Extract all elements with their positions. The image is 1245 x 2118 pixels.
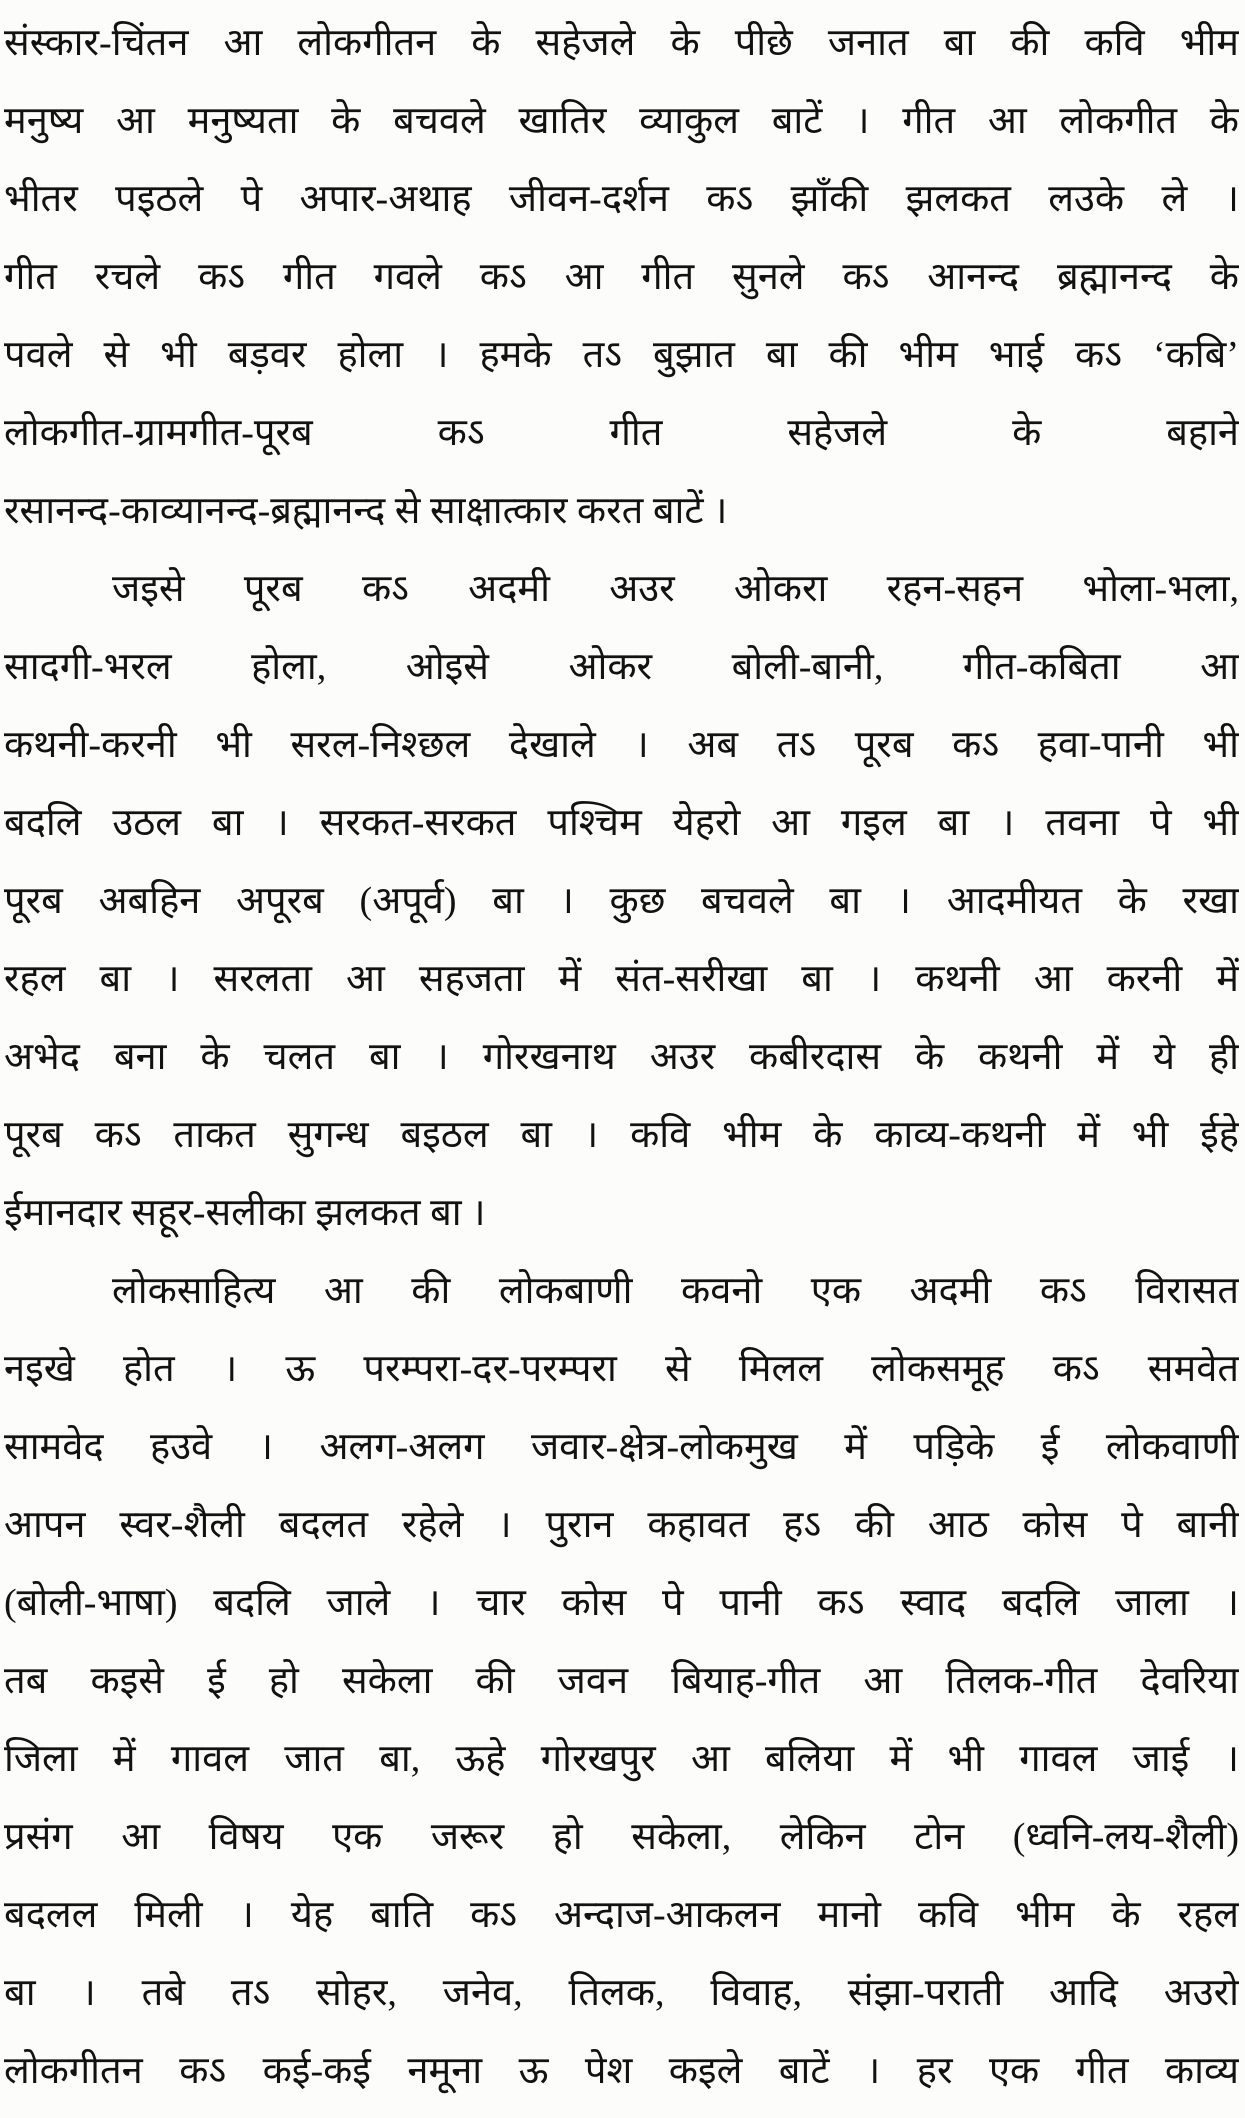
text-line: बदलल मिली । येह बाति कऽ अन्दाज-आकलन मानो कवि भीम के रहल: [4, 1894, 1239, 1936]
text-body: [4, 4, 1239, 2110]
text-line: अभेद बना के चलत बा । गोरखनाथ अउर कबीरदास के कथनी में ये ही: [4, 1036, 1239, 1078]
text-line: संस्कार-चिंतन आ लोकगीतन के सहेजले के पीछे जनात बा की कवि भीम: [4, 22, 1239, 64]
text-line: रहल बा । सरलता आ सहजता में संत-सरीखा बा । कथनी आ करनी में: [4, 958, 1239, 1000]
text-line: पूरब कऽ ताकत सुगन्ध बइठल बा । कवि भीम के काव्य-कथनी में भी ईहे: [4, 1114, 1239, 1156]
text-line: सामवेद हउवे । अलग-अलग जवार-क्षेत्र-लोकमुख में पड़िके ई लोकवाणी: [4, 1426, 1239, 1468]
text-line: जइसे पूरब कऽ अदमी अउर ओकरा रहन-सहन भोला-भला,: [112, 568, 1239, 610]
text-line: लोकसाहित्य आ की लोकबाणी कवनो एक अदमी कऽ विरासत: [112, 1270, 1239, 1312]
text-line: जिला में गावल जात बा, ऊहे गोरखपुर आ बलिया में भी गावल जाई ।: [4, 1738, 1239, 1780]
text-line: प्रसंग आ विषय एक जरूर हो सकेला, लेकिन टोन (ध्वनि-लय-शैली): [4, 1816, 1239, 1858]
text-line: तब कइसे ई हो सकेला की जवन बियाह-गीत आ तिलक-गीत देवरिया: [4, 1660, 1239, 1702]
text-line: आपन स्वर-शैली बदलत रहेले । पुरान कहावत हऽ की आठ कोस पे बानी: [4, 1504, 1239, 1546]
text-line: (बोली-भाषा) बदलि जाले । चार कोस पे पानी कऽ स्वाद बदलि जाला ।: [4, 1582, 1239, 1624]
text-line: रसानन्द-काव्यानन्द-ब्रह्मानन्द से साक्षात्कार करत बाटें ।: [4, 490, 728, 532]
text-line: सादगी-भरल होला, ओइसे ओकर बोली-बानी, गीत-कबिता आ: [4, 646, 1239, 688]
text-line: लोकगीत-ग्रामगीत-पूरब कऽ गीत सहेजले के बहाने: [4, 412, 1239, 454]
text-line: ईमानदार सहूर-सलीका झलकत बा ।: [4, 1192, 486, 1234]
text-line: गीत रचले कऽ गीत गवले कऽ आ गीत सुनले कऽ आनन्द ब्रह्मानन्द के: [4, 256, 1239, 298]
text-line: कथनी-करनी भी सरल-निश्छल देखाले । अब तऽ पूरब कऽ हवा-पानी भी: [4, 724, 1239, 766]
text-line: बा । तबे तऽ सोहर, जनेव, तिलक, विवाह, संझा-पराती आदि अउरो: [4, 1972, 1239, 2014]
text-line: बदलि उठल बा । सरकत-सरकत पश्चिम येहरो आ गइल बा । तवना पे भी: [4, 802, 1239, 844]
text-line: लोकगीतन कऽ कई-कई नमूना ऊ पेश कइले बाटें । हर एक गीत काव्य: [4, 2050, 1239, 2092]
text-line: भीतर पइठले पे अपार-अथाह जीवन-दर्शन कऽ झाँकी झलकत लउके ले ।: [4, 178, 1239, 220]
text-line: पवले से भी बड़वर होला । हमके तऽ बुझात बा की भीम भाई कऽ ‘कबि’: [4, 334, 1239, 376]
text-line: नइखे होत । ऊ परम्परा-दर-परम्परा से मिलल लोकसमूह कऽ समवेत: [4, 1348, 1239, 1390]
text-line: पूरब अबहिन अपूरब (अपूर्व) बा । कुछ बचवले बा । आदमीयत के रखा: [4, 880, 1239, 922]
text-line: मनुष्य आ मनुष्यता के बचवले खातिर व्याकुल बाटें । गीत आ लोकगीत के: [4, 100, 1239, 142]
